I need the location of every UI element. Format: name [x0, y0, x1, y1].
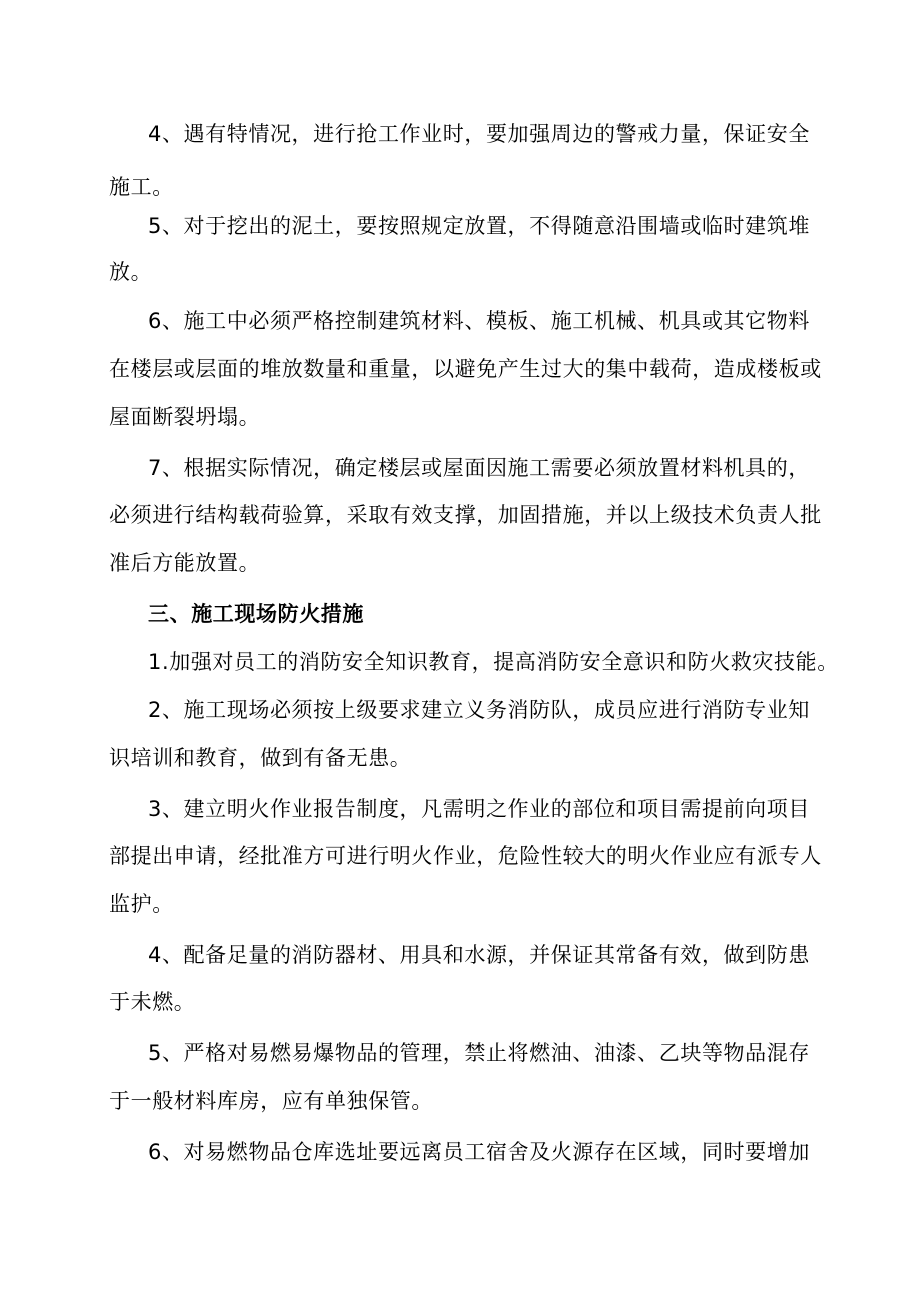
paragraph-7-line-1: 7、根据实际情况，确定楼层或屋面因施工需要必须放置材料机具的，	[148, 456, 810, 480]
fire-item-1: 1.加强对员工的消防安全知识教育，提高消防安全意识和防火救灾技能。	[148, 650, 839, 674]
fire-item-4-line-1: 4、配备足量的消防器材、用具和水源，并保证其常备有效，做到防患	[148, 943, 810, 967]
fire-item-3-line-1: 3、建立明火作业报告制度，凡需明之作业的部位和项目需提前向项目	[148, 797, 810, 821]
fire-item-2-line-1: 2、施工现场必须按上级要求建立义务消防队，成员应进行消防专业知	[148, 698, 810, 722]
fire-item-4-line-2: 于未燃。	[109, 990, 196, 1014]
paragraph-6-line-1: 6、施工中必须严格控制建筑材料、模板、施工机械、机具或其它物料	[148, 309, 810, 333]
paragraph-4-line-2: 施工。	[109, 175, 174, 199]
paragraph-4-line-1: 4、遇有特情况，进行抢工作业时，要加强周边的警戒力量，保证安全	[148, 122, 810, 146]
fire-item-2-line-2: 识培训和教育，做到有备无患。	[109, 746, 412, 770]
paragraph-7-line-3: 准后方能放置。	[109, 551, 261, 575]
fire-item-5-line-2: 于一般材料库房，应有单独保管。	[109, 1089, 433, 1113]
paragraph-5-line-2: 放。	[109, 260, 153, 284]
fire-item-6-line-1: 6、对易燃物品仓库选址要远离员工宿舍及火源存在区域，同时要增加	[148, 1140, 810, 1164]
paragraph-6-line-2: 在楼层或层面的堆放数量和重量，以避免产生过大的集中载荷，造成楼板或	[109, 357, 822, 381]
paragraph-6-line-3: 屋面断裂坍塌。	[109, 405, 261, 429]
section-heading-fire-prevention: 三、施工现场防火措施	[148, 602, 364, 626]
paragraph-7-line-2: 必须进行结构载荷验算，采取有效支撑，加固措施，并以上级技术负责人批	[109, 503, 822, 527]
fire-item-3-line-2: 部提出申请，经批准方可进行明火作业，危险性较大的明火作业应有派专人	[109, 844, 822, 868]
fire-item-3-line-3: 监护。	[109, 892, 174, 916]
fire-item-5-line-1: 5、严格对易燃易爆物品的管理，禁止将燃油、油漆、乙块等物品混存	[148, 1041, 810, 1065]
paragraph-5-line-1: 5、对于挖出的泥土，要按照规定放置，不得随意沿围墙或临时建筑堆	[148, 214, 810, 238]
